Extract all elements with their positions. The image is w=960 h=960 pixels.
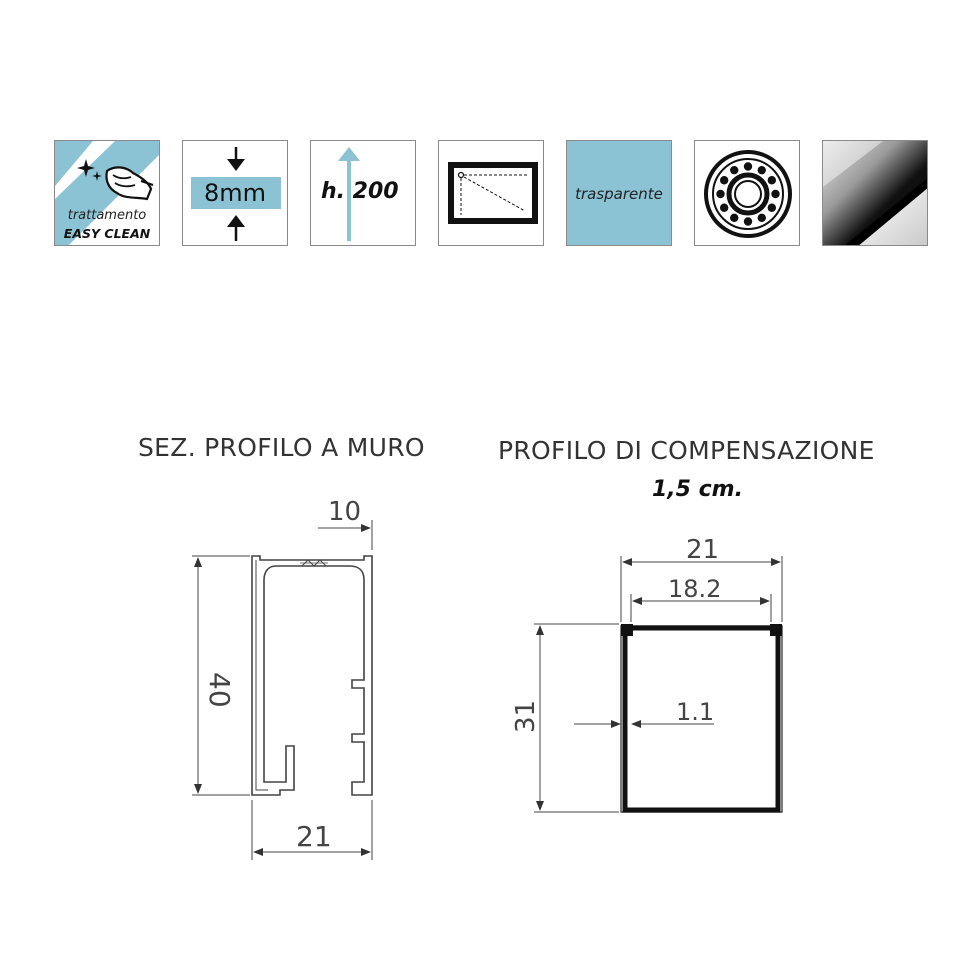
compensation-profile-dimensions xyxy=(534,556,782,812)
wall-dim-width: 21 xyxy=(296,820,332,853)
comp-dim-inner-width: 18.2 xyxy=(668,575,722,603)
comp-dim-height: 31 xyxy=(511,699,541,733)
compensation-profile-subtitle: 1,5 cm. xyxy=(652,477,743,502)
thickness-label: 8mm xyxy=(203,179,267,207)
comp-dim-outer-width: 21 xyxy=(686,535,720,565)
easy-clean-line2: EASY CLEAN xyxy=(63,226,151,241)
comp-dim-wall: 1.1 xyxy=(676,698,715,726)
height-label: h. 200 xyxy=(321,179,399,204)
wall-profile-drawing xyxy=(252,556,372,795)
wall-dim-top: 10 xyxy=(328,497,362,527)
wall-profile-title: SEZ. PROFILO A MURO xyxy=(138,433,425,462)
compensation-profile-title: PROFILO DI COMPENSAZIONE xyxy=(498,436,875,465)
glass-label: trasparente xyxy=(575,185,663,203)
wall-profile-outline xyxy=(252,556,372,795)
wall-dim-height: 40 xyxy=(203,672,236,708)
easy-clean-line1: trattamento xyxy=(67,208,147,223)
